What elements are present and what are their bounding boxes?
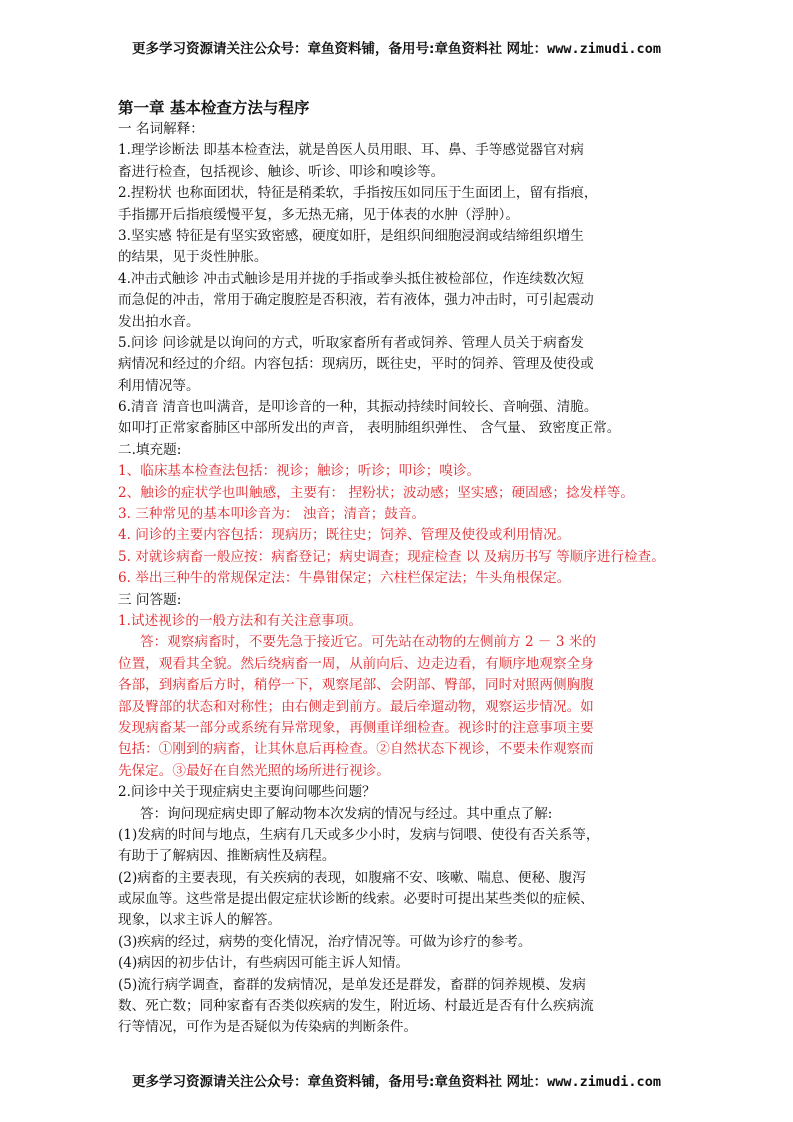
text-line: (5)流行病学调查，畜群的发病情况，是单发还是群发，畜群的饲养规模、发病	[118, 976, 586, 993]
text-line: 5.问诊 问诊就是以询问的方式，听取家畜所有者或饲养、管理人员关于病畜发	[118, 334, 584, 351]
text-line: 如叩打正常家畜肺区中部所发出的声音， 表明肺组织弹性、 含气量、 致密度正常。	[118, 420, 621, 437]
text-line: 位置，观看其全貌。然后绕病畜一周，从前向后、边走边看，有顺序地观察全身	[118, 655, 594, 672]
text-line: 1.理学诊断法 即基本检查法，就是兽医人员用眼、耳、鼻、手等感觉器官对病	[118, 142, 584, 159]
text-line: 部及臀部的状态和对称性；由右侧走到前方。最后牵遛动物，观察运步情况。如	[118, 698, 594, 715]
text-line: 而急促的冲击，常用于确定腹腔是否积液，若有液体，强力冲击时，可引起震动	[118, 292, 594, 309]
text-line: 答：询问现症病史即了解动物本次发病的情况与经过。其中重点了解:	[140, 805, 553, 822]
text-line: 各部，到病畜后方时，稍停一下，观察尾部、会阴部、臀部，同时对照两侧胸腹	[118, 677, 594, 694]
text-line: 1.试述视诊的一般方法和有关注意事项。	[118, 612, 363, 629]
banner-text: 更多学习资源请关注公众号：章鱼资料铺，备用号:章鱼资料社 网址：	[132, 1074, 548, 1090]
text-line: 病情况和经过的介绍。内容包括：现病历，既往史，平时的饲养、管理及使役或	[118, 356, 594, 373]
footer-banner	[0, 1070, 793, 1090]
text-line: 利用情况等。	[118, 377, 200, 394]
text-line: (2)病畜的主要表现，有关疾病的表现，如腹痛不安、咳嗽、喘息、便秘、腹泻	[118, 869, 586, 886]
text-line: 行等情况，可作为是否疑似为传染病的判断条件。	[118, 1019, 418, 1036]
banner-url: www.zimudi.com	[547, 41, 661, 57]
text-line: 4. 问诊的主要内容包括：现病历；既往史；饲养、管理及使役或利用情况。	[118, 527, 571, 544]
text-line: 畜进行检查，包括视诊、触诊、听诊、叩诊和嗅诊等。	[118, 163, 445, 180]
text-line: 现象，以求主诉人的解答。	[118, 912, 282, 929]
chapter-title: 第一章 基本检查方法与程序	[118, 99, 310, 117]
text-line: 2、触诊的症状学也叫触感，主要有： 捏粉状；波动感；坚实感；硬固感；捻发样等。	[118, 484, 634, 501]
banner-text: 更多学习资源请关注公众号：章鱼资料铺，备用号:章鱼资料社 网址：	[132, 41, 548, 57]
text-line: 发出拍水音。	[118, 313, 200, 330]
document-body	[118, 97, 683, 1039]
text-line: (3)疾病的经过，病势的变化情况，治疗情况等。可做为诊疗的参考。	[118, 933, 532, 950]
banner-url: www.zimudi.com	[547, 1074, 661, 1090]
text-line: (4)病因的初步估计，有些病因可能主诉人知情。	[118, 955, 410, 972]
header-banner	[0, 37, 793, 57]
text-line: 三 问答题:	[118, 591, 182, 608]
text-line: 一 名词解释：	[118, 121, 204, 137]
text-line: 二.填充题:	[118, 441, 182, 458]
text-line: 3.坚实感 特征是有坚实致密感，硬度如肝，是组织间细胞浸润或结缔组织增生	[118, 227, 584, 244]
text-line: 5. 对就诊病畜一般应按：病畜登记；病史调查；现症检查 以 及病历书写 等顺序进行检查。	[118, 548, 665, 565]
text-line: 1、临床基本检查法包括：视诊；触诊；听诊；叩诊；嗅诊。	[118, 463, 481, 480]
text-line: 数、死亡数；同种家畜有否类似疾病的发生，附近场、村最近是否有什么疾病流	[118, 998, 594, 1015]
text-lines	[118, 119, 683, 1039]
text-line: (1)发病的时间与地点，生病有几天或多少小时，发病与饲喂、使役有否关系等，	[118, 826, 600, 843]
text-line: 有助于了解病因、推断病性及病程。	[118, 848, 336, 865]
text-line: 4.冲击式触诊 冲击式触诊是用并拢的手指或拳头抵住被检部位，作连续数次短	[118, 270, 584, 287]
text-line: 6.清音 清音也叫满音，是叩诊音的一种，其振动持续时间较长、音响强、清脆。	[118, 399, 598, 416]
text-line: 2.捏粉状 也称面团状，特征是稍柔软，手指按压如同压于生面团上，留有指痕，	[118, 185, 598, 202]
text-line: 先保定。③最好在自然光照的场所进行视诊。	[118, 762, 390, 779]
text-line: 6. 举出三种牛的常规保定法：牛鼻钳保定；六柱栏保定法；牛头角根保定。	[118, 570, 571, 587]
text-line: 的结果，见于炎性肿胀。	[118, 249, 268, 266]
text-line: 2.问诊中关于现症病史主要询问哪些问题？	[118, 784, 376, 801]
text-line: 手指挪开后指痕缓慢平复，多无热无痛，见于体表的水肿（浮肿）。	[118, 206, 520, 223]
text-line: 3. 三种常见的基本叩诊音为： 浊音；清音；鼓音。	[118, 506, 426, 523]
text-line: 包括：①刚到的病畜，让其休息后再检查。②自然状态下视诊，不要未作观察而	[118, 741, 594, 758]
text-line: 发现病畜某一部分或系统有异常现象，再侧重详细检查。视诊时的注意事项主要	[118, 719, 594, 736]
text-line: 或尿血等。这些常是提出假定症状诊断的线索。必要时可提出某些类似的症候、	[118, 891, 594, 908]
text-line: 答：观察病畜时，不要先急于接近它。可先站在动物的左侧前方 2 － 3 米的	[140, 634, 596, 651]
